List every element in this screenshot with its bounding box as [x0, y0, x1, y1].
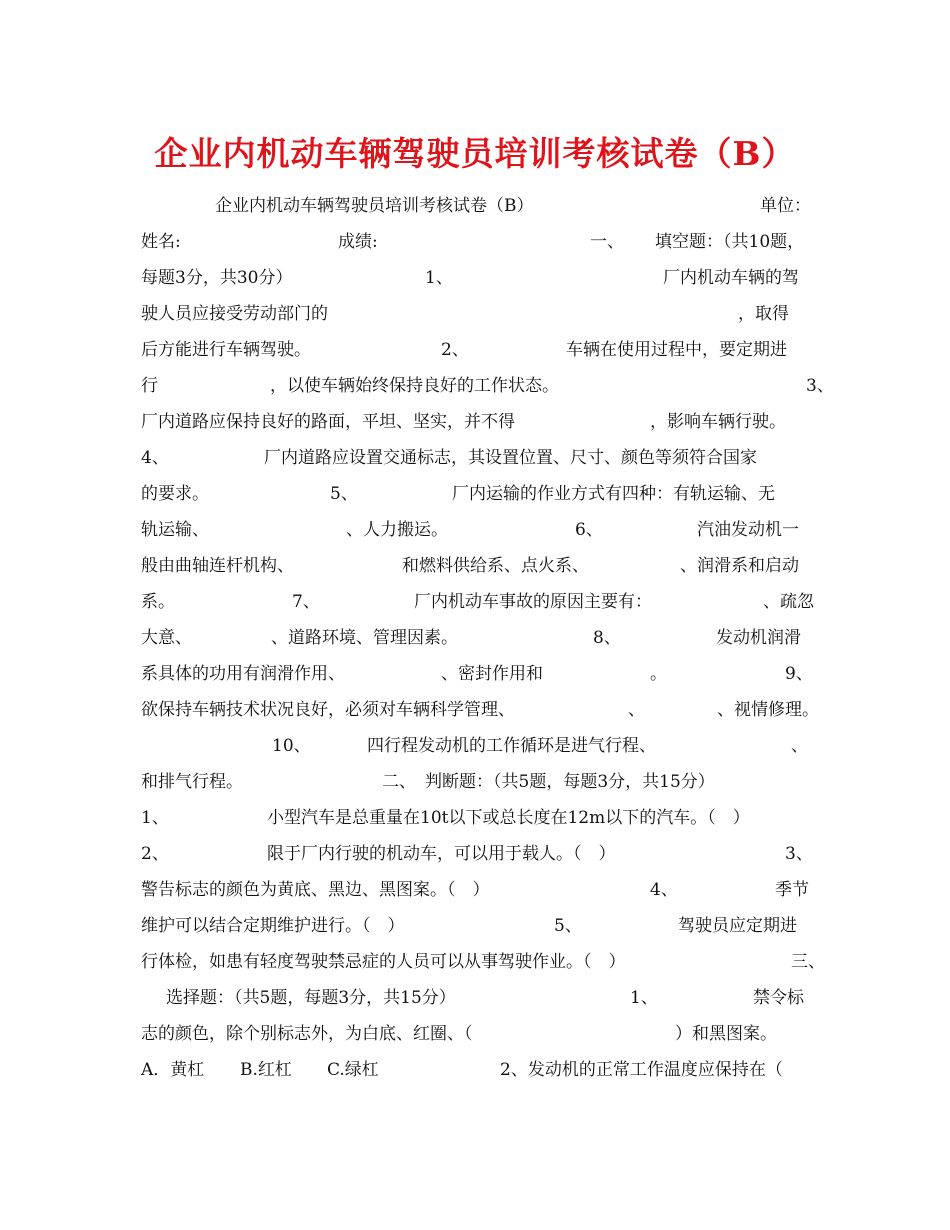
text-segment: 6、 [575, 520, 603, 540]
text-segment: 驶人员应接受劳动部门的 [141, 304, 328, 324]
text-segment: 三、 [791, 952, 825, 972]
text-segment: 2、 [441, 340, 469, 360]
text-line [0, 728, 950, 764]
text-segment: 10、 [272, 736, 311, 756]
text-segment: 2、 [141, 844, 169, 864]
text-segment: 、道路环境、管理因素。 [271, 628, 458, 648]
text-line [0, 980, 950, 1016]
text-line [0, 332, 950, 368]
text-segment: 、润滑系和启动 [680, 556, 799, 576]
text-line [0, 296, 950, 332]
text-segment: A．黄杠 [141, 1060, 205, 1080]
text-segment: 大意、 [141, 628, 192, 648]
text-segment: 厂内机动车事故的原因主要有： [414, 592, 652, 612]
text-segment: 和排气行程。 [141, 772, 243, 792]
text-segment: 汽油发动机一 [697, 520, 799, 540]
text-segment: 、 [791, 736, 808, 756]
text-segment: 四行程发动机的工作循环是进气行程、 [367, 736, 656, 756]
text-segment: 8、 [593, 628, 621, 648]
text-line [0, 368, 950, 404]
text-line [0, 224, 950, 260]
text-segment: 5、 [330, 484, 358, 504]
text-line [0, 188, 950, 224]
text-segment: 一、 [590, 232, 624, 252]
text-segment: ）和黑图案。 [675, 1024, 777, 1044]
text-line [0, 584, 950, 620]
text-segment: 、视情修理。 [717, 700, 819, 720]
text-segment: 厂内道路应保持良好的路面，平坦、坚实，并不得 [141, 412, 515, 432]
text-segment: 禁令标 [753, 988, 804, 1008]
text-line [0, 440, 950, 476]
text-segment: 选择题：（共5题，每题3分，共15分） [166, 988, 456, 1008]
text-segment: 志的颜色，除个别标志外，为白底、红圈、（ [141, 1024, 473, 1044]
text-segment: 和燃料供给系、点火系、 [402, 556, 589, 576]
text-line [0, 548, 950, 584]
text-segment: 般由曲轴连杆机构、 [141, 556, 294, 576]
text-line [0, 692, 950, 728]
text-segment: 厂内机动车辆的驾 [663, 268, 799, 288]
text-segment: 系。 [141, 592, 175, 612]
text-segment: 季节 [775, 880, 809, 900]
text-segment: 厂内运输的作业方式有四种：有轨运输、无 [452, 484, 775, 504]
text-segment: 、人力搬运。 [346, 520, 448, 540]
text-segment: 、 [628, 700, 645, 720]
text-segment: 5、 [554, 916, 582, 936]
text-segment: 每题3分，共30分） [141, 268, 293, 288]
text-segment: 2、发动机的正常工作温度应保持在（ [500, 1060, 783, 1080]
text-segment: 驾驶员应定期进 [678, 916, 797, 936]
text-segment: 发动机润滑 [716, 628, 801, 648]
document-title: 企业内机动车辆驾驶员培训考核试卷（B） [154, 134, 796, 173]
text-segment: C.绿杠 [327, 1060, 379, 1080]
text-line [0, 404, 950, 440]
text-segment: 3、 [785, 844, 813, 864]
text-segment: ，取得 [738, 304, 789, 324]
text-segment: 警告标志的颜色为黄底、黑边、黑图案。（ ） [141, 880, 490, 900]
text-segment: 7、 [292, 592, 320, 612]
text-segment: 厂内道路应设置交通标志，其设置位置、尺寸、颜色等须符合国家 [264, 448, 757, 468]
text-segment: 1、 [630, 988, 658, 1008]
text-segment: ，影响车辆行驶。 [650, 412, 786, 432]
text-segment: 维护可以结合定期维护进行。（ ） [141, 916, 405, 936]
text-segment: 4、 [650, 880, 678, 900]
text-segment: 限于厂内行驶的机动车，可以用于载人。（ ） [267, 844, 616, 864]
text-segment: 的要求。 [141, 484, 209, 504]
text-segment: 系具体的功用有润滑作用、 [141, 664, 345, 684]
text-line [0, 908, 950, 944]
text-line [0, 260, 950, 296]
text-line [0, 836, 950, 872]
text-segment: ，以使车辆始终保持良好的工作状态。 [270, 376, 559, 396]
text-line [0, 620, 950, 656]
text-segment: 二、 [382, 772, 416, 792]
text-line [0, 512, 950, 548]
text-segment: 企业内机动车辆驾驶员培训考核试卷（B） [215, 196, 534, 216]
text-line [0, 1016, 950, 1052]
text-line [0, 1052, 950, 1088]
text-segment: 行体检，如患有轻度驾驶禁忌症的人员可以从事驾驶作业。（ ） [141, 952, 626, 972]
text-segment: 后方能进行车辆驾驶。 [141, 340, 311, 360]
text-line [0, 872, 950, 908]
text-segment: 行 [141, 376, 158, 396]
text-segment: 3、 [806, 376, 834, 396]
text-segment: 1、 [425, 268, 453, 288]
text-segment: 姓名: [141, 232, 181, 252]
text-segment: 填空题：（共10题， [655, 232, 805, 252]
text-segment: 小型汽车是总重量在10t以下或总长度在12m以下的汽车。（ ） [267, 808, 750, 828]
text-segment: B.红杠 [240, 1060, 292, 1080]
text-segment: 、疏忽 [763, 592, 814, 612]
text-line [0, 944, 950, 980]
text-line [0, 764, 950, 800]
text-segment: 。 [650, 664, 667, 684]
text-segment: 欲保持车辆技术状况良好，必须对车辆科学管理、 [141, 700, 515, 720]
text-segment: 9、 [785, 664, 813, 684]
text-segment: 1、 [141, 808, 169, 828]
text-segment: 车辆在使用过程中，要定期进 [566, 340, 787, 360]
text-line [0, 476, 950, 512]
text-segment: 判断题：（共5题，每题3分，共15分） [425, 772, 715, 792]
text-segment: 轨运输、 [141, 520, 209, 540]
text-segment: 成绩: [338, 232, 378, 252]
text-line [0, 800, 950, 836]
text-line [0, 656, 950, 692]
text-segment: 单位： [760, 196, 811, 216]
text-segment: 4、 [141, 448, 169, 468]
text-segment: 、密封作用和 [441, 664, 543, 684]
